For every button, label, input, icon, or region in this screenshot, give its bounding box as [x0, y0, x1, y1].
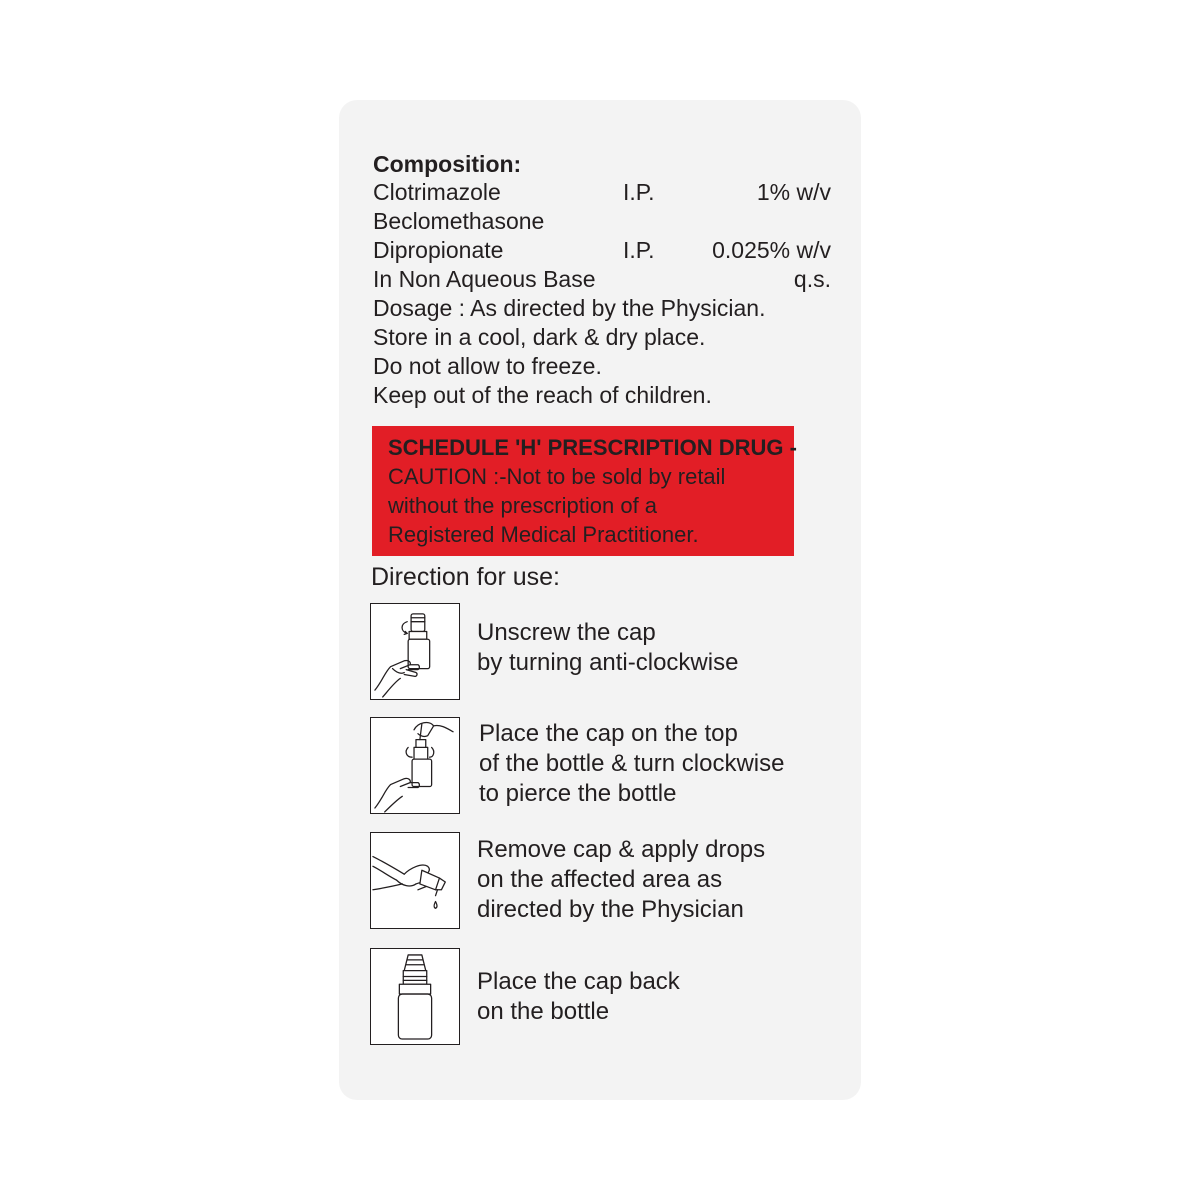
step-text-line: by turning anti-clockwise	[477, 649, 739, 676]
step-text-line: Unscrew the cap	[477, 619, 656, 646]
ingredient-name: In Non Aqueous Base	[373, 266, 596, 292]
composition-row	[373, 265, 843, 294]
dosage-note: Dosage : As directed by the Physician.	[373, 295, 766, 321]
warning-line: without the prescription of a	[388, 493, 658, 518]
ingredient-standard: I.P.	[623, 237, 655, 263]
apply-drops-icon	[370, 832, 460, 929]
directions-title: Direction for use:	[371, 563, 560, 591]
composition-row	[373, 236, 843, 265]
label-panel	[339, 100, 861, 1100]
step-text-line: Remove cap & apply drops	[477, 836, 766, 863]
composition-row	[373, 207, 843, 236]
ingredient-name: Dipropionate	[373, 237, 504, 263]
storage-note: Store in a cool, dark & dry place.	[373, 324, 706, 350]
step-text-line: on the bottle	[477, 998, 610, 1025]
warning-line: Registered Medical Practitioner.	[388, 522, 699, 547]
step-text-line: on the affected area as	[477, 866, 723, 893]
ingredient-quantity: 0.025% w/v	[712, 237, 831, 263]
step-text-line: to pierce the bottle	[479, 780, 677, 807]
pierce-bottle-icon	[370, 717, 460, 814]
step-text-line: Place the cap on the top	[479, 720, 738, 747]
composition-section	[373, 150, 843, 410]
step-text-line: of the bottle & turn clockwise	[479, 750, 785, 777]
composition-row	[373, 178, 843, 207]
warning-heading: SCHEDULE 'H' PRESCRIPTION DRUG -	[388, 435, 797, 460]
freeze-note: Do not allow to freeze.	[373, 353, 602, 379]
step-text-line: directed by the Physician	[477, 896, 744, 923]
unscrew-cap-icon	[370, 603, 460, 700]
ingredient-name: Beclomethasone	[373, 208, 545, 234]
ingredient-quantity: 1% w/v	[756, 179, 831, 205]
capped-bottle-icon	[370, 948, 460, 1045]
warning-line: CAUTION :-Not to be sold by retail	[388, 464, 726, 489]
ingredient-standard: I.P.	[623, 179, 655, 205]
children-note: Keep out of the reach of children.	[373, 382, 712, 408]
composition-title: Composition:	[373, 151, 522, 177]
ingredient-name: Clotrimazole	[373, 179, 501, 205]
step-text-line: Place the cap back	[477, 968, 680, 995]
ingredient-quantity: q.s.	[793, 266, 831, 292]
schedule-h-warning-box	[372, 426, 797, 556]
